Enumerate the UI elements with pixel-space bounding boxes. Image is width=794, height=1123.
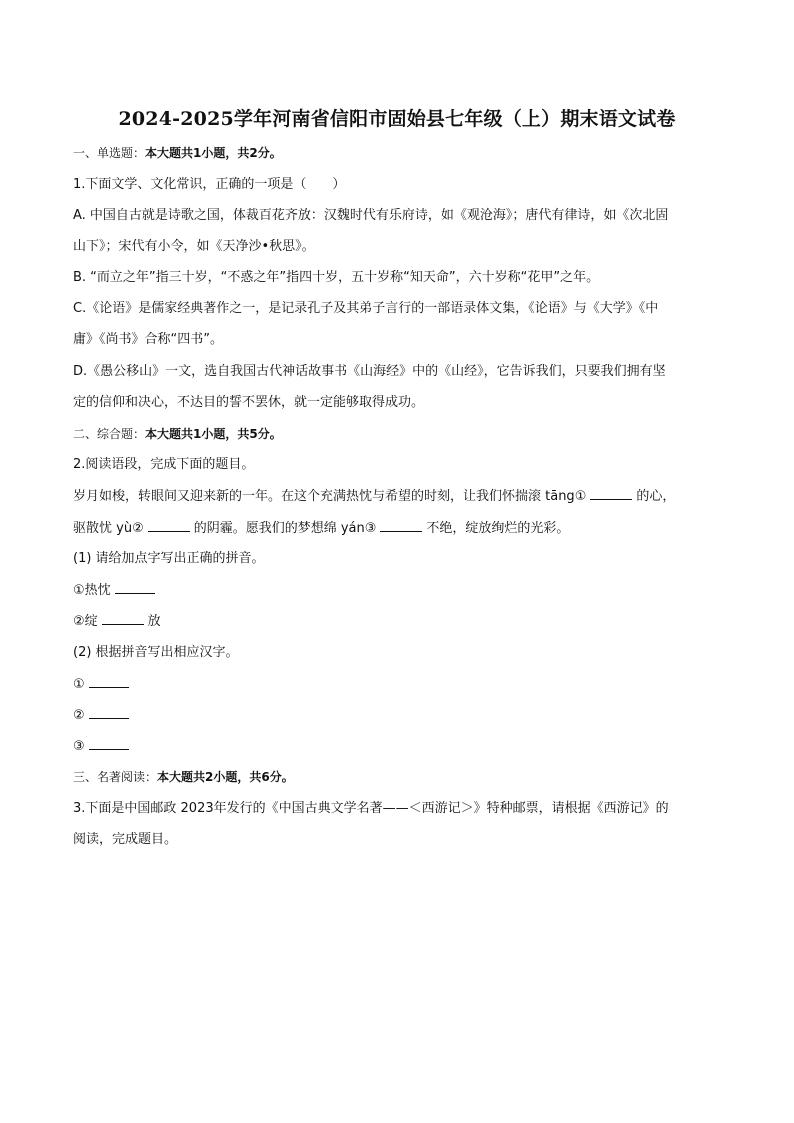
question-3-line-1: 3.下面是中国邮政 2023年发行的《中国古典文学名著——＜西游记＞》特种邮票，请根据《西游记》的 — [73, 801, 669, 816]
sub-question-2: (2) 根据拼音写出相应汉字。 — [73, 645, 239, 660]
section-score: 本大题共1小题，共5分。 — [145, 427, 282, 441]
sub2-item-2 — [73, 706, 723, 725]
section-heading-3 — [73, 768, 723, 786]
option-a-line-2: 山下》；宋代有小令，如《天净沙•秋思》。 — [73, 239, 315, 254]
passage-text: 不绝，绽放绚烂的光彩。 — [426, 521, 570, 536]
answer-blank[interactable] — [115, 581, 155, 594]
item-label: ①热忱 — [73, 583, 111, 598]
answer-blank[interactable] — [89, 675, 129, 688]
answer-blank-3[interactable] — [380, 519, 422, 532]
sub2-item-1 — [73, 675, 723, 694]
sub1-item-2 — [73, 612, 723, 631]
section-score: 本大题共2小题，共6分。 — [157, 770, 294, 784]
passage-line-1 — [73, 487, 723, 506]
item-label: ① — [73, 677, 85, 692]
question-1-stem: 1.下面文学、文化常识，正确的一项是（ ） — [73, 177, 346, 192]
passage-text: 的阴霾。愿我们的梦想绵 yán③ — [193, 521, 377, 536]
section-heading-2 — [73, 425, 723, 443]
item-label: ② — [73, 708, 85, 723]
page-title: 2024-2025学年河南省信阳市固始县七年级（上）期末语文试卷 — [118, 108, 676, 130]
item-suffix: 放 — [147, 614, 161, 629]
sub1-item-1 — [73, 581, 723, 600]
answer-blank[interactable] — [102, 612, 144, 625]
section-heading-1 — [73, 144, 723, 162]
sub2-item-3 — [73, 737, 723, 756]
item-label: ②绽 — [73, 614, 98, 629]
sub-question-1: (1) 请给加点字写出正确的拼音。 — [73, 551, 265, 566]
question-2-stem: 2.阅读语段，完成下面的题目。 — [73, 457, 255, 472]
section-prefix: 二、综合题： — [73, 427, 146, 441]
option-a-line-1: A. 中国自古就是诗歌之国，体裁百花齐放：汉魏时代有乐府诗，如《观沧海》；唐代有律诗，如《次北固 — [73, 208, 669, 223]
answer-blank[interactable] — [89, 706, 129, 719]
answer-blank-1[interactable] — [590, 487, 632, 500]
section-prefix: 三、名著阅读： — [73, 770, 158, 784]
option-b: B. “而立之年”指三十岁，“不惑之年”指四十岁，五十岁称“知天命”，六十岁称“花甲”之年。 — [73, 270, 600, 285]
passage-text: 驱散忧 yù② — [73, 521, 144, 536]
item-label: ③ — [73, 739, 85, 754]
passage-text: 的心， — [636, 489, 676, 504]
option-d-line-2: 定的信仰和决心，不达目的誓不罢休，就一定能够取得成功。 — [73, 395, 425, 410]
section-score: 本大题共1小题，共2分。 — [145, 146, 282, 160]
section-prefix: 一、单选题： — [73, 146, 146, 160]
passage-line-2 — [73, 519, 723, 538]
passage-text: 岁月如梭，转眼间又迎来新的一年。在这个充满热忱与希望的时刻，让我们怀揣滚 tāng① — [73, 489, 587, 504]
answer-blank[interactable] — [89, 737, 129, 750]
answer-blank-2[interactable] — [148, 519, 190, 532]
question-3-line-2: 阅读，完成题目。 — [73, 832, 178, 847]
option-d-line-1: D.《愚公移山》一文，选自我国古代神话故事书《山海经》中的《山经》，它告诉我们，只要我们拥有坚 — [73, 364, 666, 379]
option-c-line-2: 庸》《尚书》合称“四书”。 — [73, 332, 223, 347]
option-c-line-1: C.《论语》是儒家经典著作之一，是记录孔子及其弟子言行的一部语录体文集，《论语》与《大学》《中 — [73, 301, 659, 316]
